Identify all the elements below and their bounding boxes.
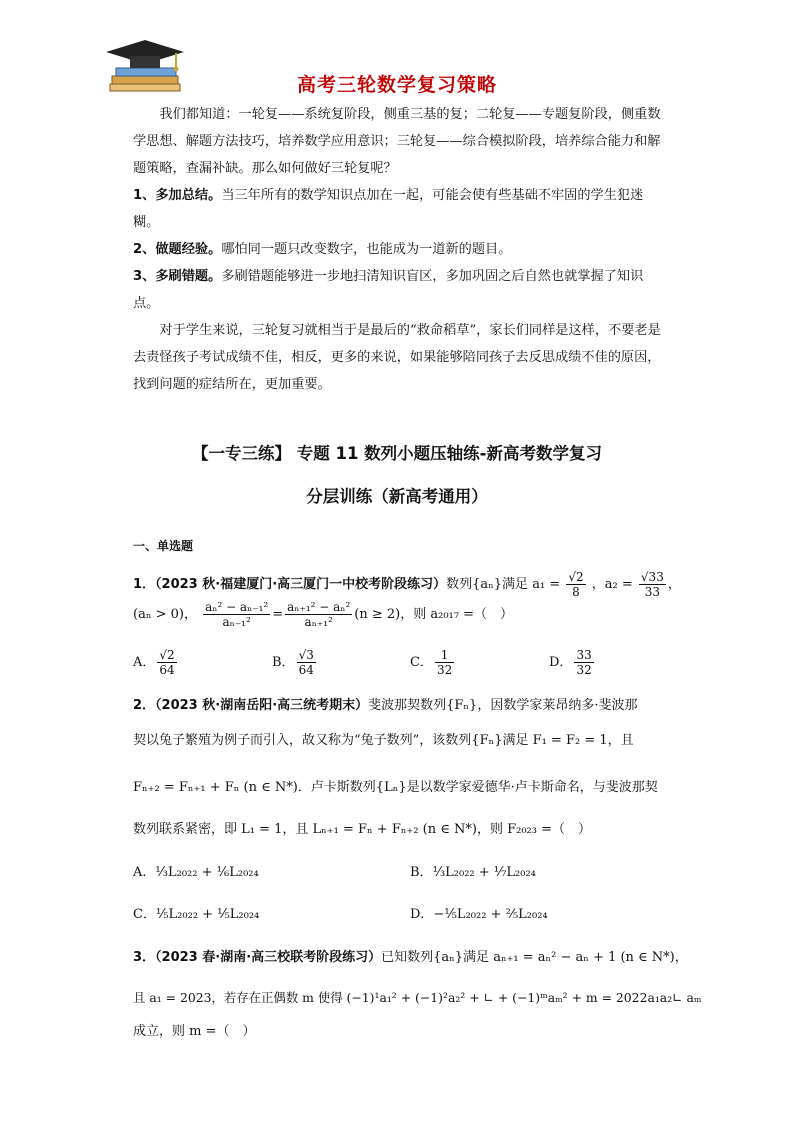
question-1-condition: (aₙ > 0)，: [133, 607, 197, 622]
page-title: 高考三轮数学复习策略: [296, 74, 497, 96]
question-2-number: 2．: [133, 698, 156, 713]
option-label: D．: [549, 655, 573, 670]
option-label: C．: [133, 907, 156, 922]
option-label: C．: [410, 655, 433, 670]
question-1-rest: (n ≥ 2)，则 a₂₀₁₇ =（ ）: [354, 607, 513, 622]
question-1-option-c[interactable]: [410, 648, 456, 677]
question-1-a1-fraction: [566, 570, 585, 599]
question-1-stem: 数列{aₙ}满足: [446, 577, 529, 592]
question-2-source: （2023 秋·湖南岳阳·高三统考期末）: [155, 698, 369, 713]
option-denominator: 32: [436, 663, 453, 677]
topic-heading-line-2: 分层训练（新高考通用）: [306, 487, 488, 506]
tip-2: [133, 236, 663, 263]
intro-paragraph-1: 我们都知道：一轮复——系统复阶段，侧重三基的复；二轮复——专题复阶段，侧重数学思想、解题方法技巧，培养数学应用意识；三轮复——综合模拟阶段，培养综合能力和解题策略，查漏补缺。那么如何做好三轮复呢？: [133, 107, 661, 177]
option-label: A．: [133, 865, 156, 880]
tip-3: [133, 263, 663, 317]
section-label: 一、单选题: [133, 539, 194, 553]
question-1-fraction-right: [285, 600, 352, 629]
tip-3-label: 3、多刷错题。: [133, 269, 222, 284]
option-numerator: 1: [435, 648, 454, 663]
question-1-fraction-left-numerator: aₙ² − aₙ₋₁²: [205, 600, 269, 614]
question-1-fraction-left: [203, 600, 270, 629]
intro-paragraph-2: 对于学生来说，三轮复习就相当于是最后的“救命稻草”，家长们同样是这样，不要老是去责怪孩子考试成绩不佳，相反，更多的来说，如果能够陪同孩子去反思成绩不佳的原因，找到问题的症结所在，更加重要。: [133, 323, 661, 393]
question-1-fraction-right-numerator: aₙ₊₁² − aₙ²: [287, 600, 351, 614]
question-3-line-2: 且 a₁ = 2023，若存在正偶数 m 使得 (−1)¹a₁² + (−1)²a₂² + ∟ + (−1)ᵐaₘ² + m = 2022a₁a₂∟ aₘ: [133, 990, 702, 1005]
option-text: ⅓L₂₀₂₂ + ⅐L₂₀₂₄: [432, 865, 536, 880]
question-2-option-a[interactable]: [133, 861, 259, 880]
question-1-line-1: 1．（2023 秋·福建厦门·高三厦门一中校考阶段练习）数列{aₙ}满足 a₁ = $\frac{√2}{8}$ ，a₂ = $\frac{√33}{33}$ ，: [133, 570, 681, 599]
option-label: B．: [410, 865, 433, 880]
option-denominator: 64: [159, 663, 175, 677]
question-1-a1-label: a₁ =: [532, 577, 561, 592]
tip-3-text: 多刷错题能够进一步地扫清知识盲区，多加巩固之后自然也就掌握了知识点。: [133, 269, 644, 312]
question-1-a2-label: ，a₂ =: [591, 577, 633, 592]
topic-heading-line-1: 【一专三练】 专题 11 数列小题压轴练-新高考数学复习: [191, 444, 603, 463]
question-1-line-2: (aₙ > 0)， $\frac{\text{aₙ² − aₙ₋₁²}}{\text{aₙ₋₁²}}$ = $\frac{\text{aₙ₊₁² − aₙ²}}{\text{aₙ₊₁²}}$ (n ≥ 2)，则 a₂₀₁₇ =（ ）: [133, 600, 513, 629]
question-3-text-1: 已知数列{aₙ}满足 aₙ₊₁ = aₙ² − aₙ + 1 (n ∈ N*)，: [381, 950, 688, 965]
question-2-text-1: 斐波那契数列{Fₙ}，因数学家莱昂纳多·斐波那: [368, 698, 638, 713]
tip-1-text: 当三年所有的数学知识点加在一起，可能会使有些基础不牢固的学生犯迷糊。: [133, 188, 644, 231]
option-text: ⅓L₂₀₂₂ + ⅙L₂₀₂₄: [155, 865, 259, 880]
option-numerator: √3: [298, 648, 314, 662]
question-1-fraction-right-denominator: aₙ₊₁²: [304, 615, 333, 629]
option-label: A．: [133, 655, 156, 670]
question-3-number: 3．: [133, 950, 156, 965]
option-fraction: [574, 648, 593, 677]
question-2-option-c[interactable]: [133, 903, 259, 922]
option-text: −⅕L₂₀₂₂ + ⅖L₂₀₂₄: [433, 907, 548, 922]
option-fraction: [297, 648, 316, 677]
question-1-a2-denominator: 33: [644, 585, 660, 599]
question-1-a2-numerator: √33: [640, 570, 664, 584]
question-3-line-3: 成立，则 m =（ ）: [133, 1024, 256, 1039]
question-3-line-1: [133, 946, 688, 965]
question-2-line-3: Fₙ₊₂ = Fₙ₊₁ + Fₙ (n ∈ N*)．卢卡斯数列{Lₙ}是以数学家爱德华·卢卡斯命名，与斐波那契: [133, 780, 658, 795]
option-label: B．: [272, 655, 295, 670]
option-numerator: √2: [159, 648, 175, 662]
tip-2-text: 哪怕同一题只改变数字，也能成为一道新的题目。: [221, 242, 512, 257]
option-numerator: 33: [576, 648, 592, 662]
tip-1-label: 1、多加总结。: [133, 188, 222, 203]
option-denominator: 64: [298, 663, 314, 677]
option-denominator: 32: [576, 663, 592, 677]
option-label: D．: [410, 907, 434, 922]
question-1-option-d[interactable]: [549, 648, 596, 677]
question-1-a1-numerator: √2: [568, 570, 584, 584]
question-1-a2-fraction: [639, 570, 666, 599]
question-2-option-d[interactable]: [410, 903, 548, 922]
question-2-line-1: [133, 694, 637, 713]
option-fraction: [157, 648, 176, 677]
question-1-source: （2023 秋·福建厦门·高三厦门一中校考阶段练习）: [155, 577, 447, 592]
question-1-option-a[interactable]: [133, 648, 179, 677]
tip-1: [133, 182, 663, 236]
question-3-source: （2023 春·湖南·高三校联考阶段练习）: [155, 950, 382, 965]
question-1-number: 1．: [133, 577, 156, 592]
question-1-fraction-left-denominator: aₙ₋₁²: [222, 615, 251, 629]
question-1-a1-denominator: 8: [572, 585, 580, 599]
question-1-option-b[interactable]: [272, 648, 318, 677]
question-2-line-2: 契以兔子繁殖为例子而引入，故又称为“兔子数列”，该数列{Fₙ}满足 F₁ = F₂ = 1，且: [133, 733, 634, 748]
option-text: ⅕L₂₀₂₂ + ⅕L₂₀₂₄: [155, 907, 260, 922]
question-2-line-4: 数列联系紧密，即 L₁ = 1，且 Lₙ₊₁ = Fₙ + Fₙ₊₂ (n ∈ N*)，则 F₂₀₂₃ =（ ）: [133, 822, 591, 837]
question-2-option-b[interactable]: [410, 861, 536, 880]
tip-2-label: 2、做题经验。: [133, 242, 222, 257]
option-fraction: [435, 648, 454, 677]
